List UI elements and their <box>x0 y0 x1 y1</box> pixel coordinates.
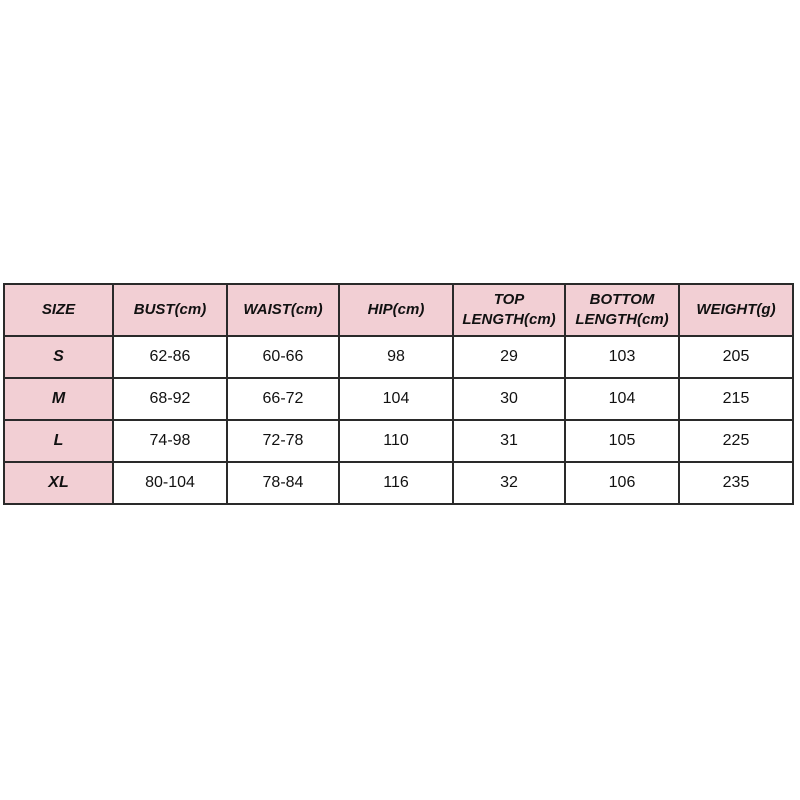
top-length-value: 30 <box>453 378 565 420</box>
table-row <box>4 378 793 420</box>
header-hip: HIP(cm) <box>339 284 453 336</box>
header-top-length: TOP LENGTH(cm) <box>453 284 565 336</box>
header-weight: WEIGHT(g) <box>679 284 793 336</box>
weight-value: 205 <box>679 336 793 378</box>
bust-value: 74-98 <box>113 420 227 462</box>
header-waist: WAIST(cm) <box>227 284 339 336</box>
size-label: M <box>4 378 113 420</box>
hip-value: 98 <box>339 336 453 378</box>
bust-value: 62-86 <box>113 336 227 378</box>
hip-value: 104 <box>339 378 453 420</box>
bottom-length-value: 105 <box>565 420 679 462</box>
header-bottom-length: BOTTOM LENGTH(cm) <box>565 284 679 336</box>
bottom-length-value: 106 <box>565 462 679 504</box>
top-length-value: 29 <box>453 336 565 378</box>
size-label: S <box>4 336 113 378</box>
top-length-value: 32 <box>453 462 565 504</box>
size-label: XL <box>4 462 113 504</box>
weight-value: 235 <box>679 462 793 504</box>
weight-value: 225 <box>679 420 793 462</box>
hip-value: 110 <box>339 420 453 462</box>
header-row <box>4 284 793 336</box>
size-chart-table <box>3 283 794 505</box>
waist-value: 60-66 <box>227 336 339 378</box>
weight-value: 215 <box>679 378 793 420</box>
bust-value: 80-104 <box>113 462 227 504</box>
bottom-length-value: 104 <box>565 378 679 420</box>
waist-value: 66-72 <box>227 378 339 420</box>
bottom-length-value: 103 <box>565 336 679 378</box>
table-row <box>4 336 793 378</box>
waist-value: 78-84 <box>227 462 339 504</box>
header-bust: BUST(cm) <box>113 284 227 336</box>
top-length-value: 31 <box>453 420 565 462</box>
table-row <box>4 420 793 462</box>
waist-value: 72-78 <box>227 420 339 462</box>
size-label: L <box>4 420 113 462</box>
hip-value: 116 <box>339 462 453 504</box>
table-row <box>4 462 793 504</box>
bust-value: 68-92 <box>113 378 227 420</box>
header-size: SIZE <box>4 284 113 336</box>
